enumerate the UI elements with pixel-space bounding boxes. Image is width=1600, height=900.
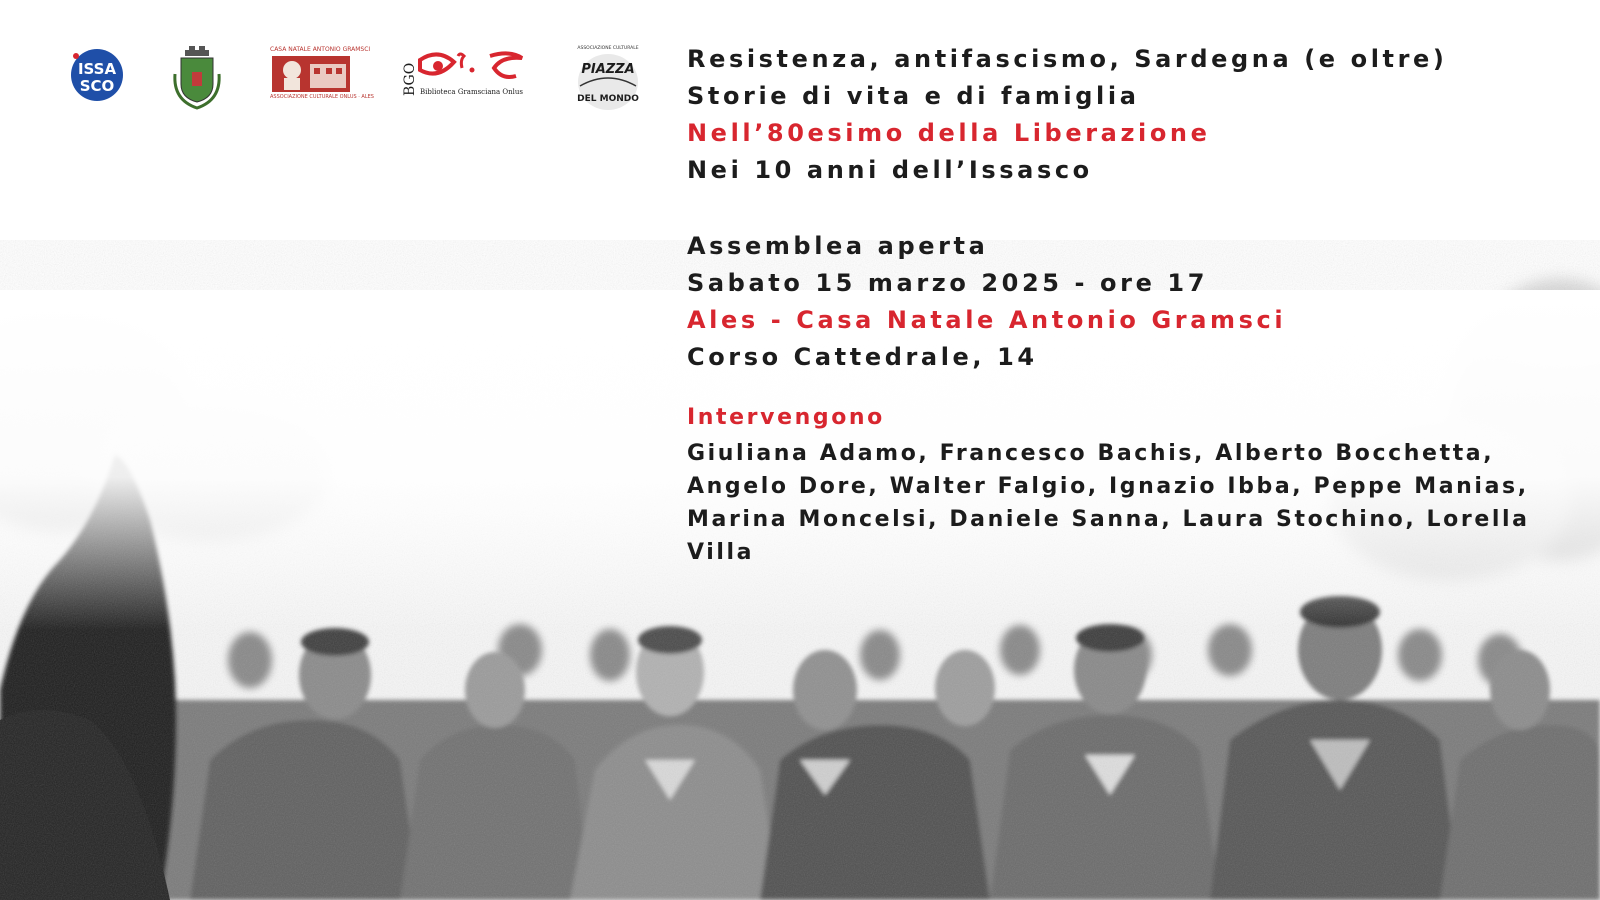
title-line-3: Nell’80esimo della Liberazione xyxy=(687,119,1211,147)
issasco-logo xyxy=(70,48,124,102)
event-datetime: Sabato 15 marzo 2025 - ore 17 xyxy=(687,269,1209,297)
event-address: Corso Cattedrale, 14 xyxy=(687,343,1038,371)
title-line-1: Resistenza, antifascismo, Sardegna (e oltre) xyxy=(687,45,1448,73)
bgo-letters: BGO xyxy=(402,62,418,96)
svg-text:ISSA: ISSA xyxy=(77,60,117,78)
municipal-coat-of-arms-icon xyxy=(171,44,223,110)
event-venue: Ales - Casa Natale Antonio Gramsci xyxy=(687,306,1287,334)
casa-natale-top-text: CASA NATALE ANTONIO GRAMSCI xyxy=(270,46,371,53)
event-type: Assemblea aperta xyxy=(687,232,989,260)
speakers-list: Giuliana Adamo, Francesco Bachis, Alberto Bocchetta, Angelo Dore, Walter Falgio, Ignazio Ibba, Peppe Manias, Marina Moncelsi, Daniele Sanna, Laura Stochino, Lorella Villa xyxy=(687,441,1530,565)
title-line-4: Nei 10 anni dell’Issasco xyxy=(687,156,1093,184)
bgo-caption: Biblioteca Gramsciana Onlus xyxy=(420,88,523,96)
casa-natale-logo xyxy=(270,46,374,102)
piazza-bottom-text: DEL MONDO xyxy=(577,94,639,104)
piazza-main-text: PIAZZA xyxy=(581,62,635,77)
casa-natale-bottom-text: ASSOCIAZIONE CULTURALE ONLUS · ALES xyxy=(270,94,374,100)
piazza-del-mondo-logo xyxy=(576,46,640,114)
piazza-top-text: ASSOCIAZIONE CULTURALE xyxy=(577,46,639,51)
svg-text:SCO: SCO xyxy=(79,77,115,95)
speakers-heading: Intervengono xyxy=(687,405,885,430)
bgo-logo xyxy=(398,46,530,102)
title-line-2: Storie di vita e di famiglia xyxy=(687,82,1140,110)
